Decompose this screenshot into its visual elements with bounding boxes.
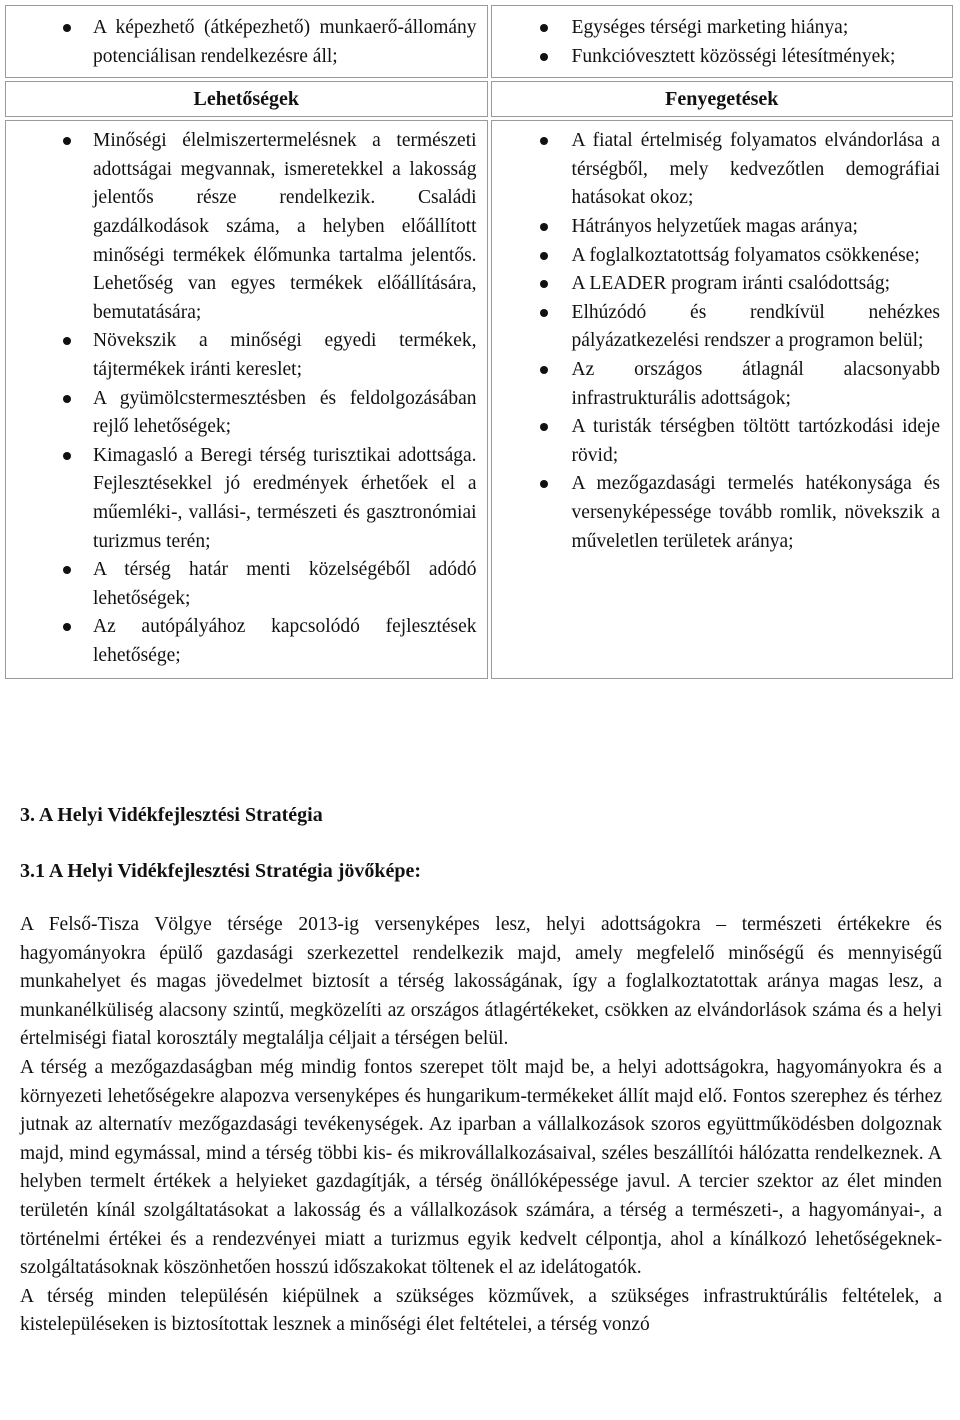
list-item: Hátrányos helyzetűek magas aránya;: [492, 213, 952, 242]
top-left-list: [6, 6, 487, 77]
weaknesses-continued-cell: [5, 5, 488, 78]
threats-list: [492, 121, 952, 564]
list-item: A LEADER program iránti csalódottság;: [492, 270, 952, 299]
vision-paragraph-2: A térség a mezőgazdaságban még mindig fontos szerepet tölt majd be, a helyi adottságokra, hagyományokra és a környezeti lehetőségekre alapozva versenyképes és hungarikum-termékeket állít majd elő. Fontos szerephez és térhez jutnak az alternatív mezőgazdasági tevékenységek. Az iparban a vállalkozások szoros együttműködésben dolgoznak majd, mind egymással, mind a térség többi kis- és mikrovállalkozásaival, széles beszállítói hálózatta rendelkeznek. A helyben termelt értékek a helyieket gazdagítják, a térség önállóképessége javul. A tercier szektor az élet minden területén kínál szolgáltatásokat a lakosság és a vállalkozások számára, a térség a természeti-, a hagyományai-, a történelmi értékei és a rendezvényei miatt a turizmus egyik kedvelt célpontja, ahol a kínálkozó lehetőségeknek-szolgáltatásoknak köszönhetően hosszú időszakokat töltenek el az idelátogatók.: [20, 1056, 942, 1279]
list-item: A térség határ menti közelségéből adódó lehetőségek;: [6, 556, 487, 613]
vision-paragraph-1: A Felső-Tisza Völgye térsége 2013-ig versenyképes lesz, helyi adottságokra – természeti értékekre és hagyományokra épülő gazdasági szerkezettel rendelkezik majd, amely megfelelő minőségű és mennyiségű munkahelyet és magas jövedelmet biztosít a térség lakosságának, így a foglalkoztatottak aránya magas lesz, a munkanélküliség alacsony szintű, megközelíti az országos átlagértékeket, csökken az elvándorlások száma és a helyi értelmiségi fiatal korosztály megtalálja céljait a térségen belül.: [20, 914, 942, 1050]
list-item: A turisták térségben töltött tartózkodási ideje rövid;: [492, 413, 952, 470]
swot-table: [2, 2, 956, 682]
section-body: [20, 801, 942, 1340]
threats-heading: Fenyegetések: [491, 81, 953, 117]
section-heading: 3. A Helyi Vidékfejlesztési Stratégia: [20, 804, 323, 826]
opportunities-cell: [5, 120, 488, 679]
section-subheading: 3.1 A Helyi Vidékfejlesztési Stratégia jövőképe:: [20, 860, 422, 882]
list-item: A gyümölcstermesztésben és feldolgozásában rejlő lehetőségek;: [6, 385, 487, 442]
list-item: Az autópályához kapcsolódó fejlesztések lehetősége;: [6, 613, 487, 670]
vision-paragraph-3: A térség minden településén kiépülnek a szükséges közművek, a szükséges infrastruktúrális feltételek, a kistelepüléseken is biztosítottak lesznek a minőségi élet feltételei, a térség vonzó: [20, 1285, 942, 1336]
list-item: A foglalkoztatottság folyamatos csökkenése;: [492, 242, 952, 271]
opportunities-list: [6, 121, 487, 678]
list-item: Funkcióvesztett közösségi létesítmények;: [492, 43, 952, 72]
threats-previous-cell: [491, 5, 953, 78]
threats-cell: [491, 120, 953, 679]
list-item: Elhúzódó és rendkívül nehézkes pályázatkezelési rendszer a programon belül;: [492, 299, 952, 356]
opportunities-heading: Lehetőségek: [5, 81, 488, 117]
list-item: Minőségi élelmiszertermelésnek a természeti adottságai megvannak, ismeretekkel a lakosság jelentős része rendelkezik. Családi gazdálkodások száma, a helyben előállított minőségi termékek élőmunka tartalma jelentős. Lehetőség van egyes termékek előállítására, bemutatására;: [6, 127, 487, 327]
list-item: Az országos átlagnál alacsonyabb infrastrukturális adottságok;: [492, 356, 952, 413]
list-item: A képezhető (átképezhető) munkaerő-állomány potenciálisan rendelkezésre áll;: [6, 14, 487, 71]
list-item: A mezőgazdasági termelés hatékonysága és versenyképessége tovább romlik, növekszik a műveletlen területek aránya;: [492, 470, 952, 556]
list-item: Egységes térségi marketing hiánya;: [492, 14, 952, 43]
list-item: Kimagasló a Beregi térség turisztikai adottsága. Fejlesztésekkel jó eredmények érhetőek el a műemléki-, vallási-, természeti és gasztronómiai turizmus terén;: [6, 442, 487, 556]
list-item: A fiatal értelmiség folyamatos elvándorlása a térségből, mely kedvezőtlen demográfiai hatásokat okoz;: [492, 127, 952, 213]
list-item: Növekszik a minőségi egyedi termékek, tájtermékek iránti kereslet;: [6, 327, 487, 384]
top-right-list: [492, 6, 952, 77]
